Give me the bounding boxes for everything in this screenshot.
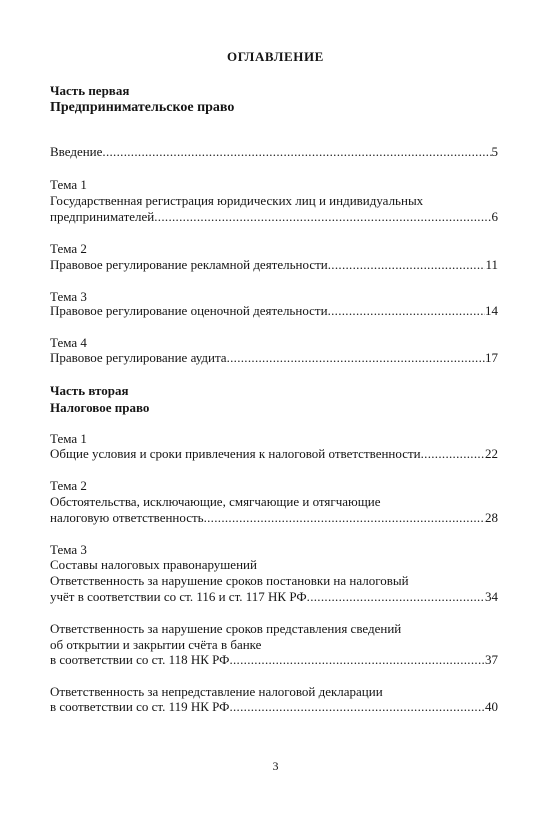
leader-dots — [328, 303, 485, 318]
leader-dots — [227, 350, 485, 365]
toc-entry-advertising[interactable] — [50, 257, 498, 272]
entry-text: Общие условия и сроки привлечения к налоговой ответственности — [50, 446, 421, 461]
entry-text[interactable]: Обстоятельства, исключающие, смягчающие и отягчающие — [50, 494, 381, 509]
entry-page: 34 — [485, 589, 498, 604]
leader-dots — [204, 510, 485, 525]
entry-text: Правовое регулирование рекламной деятельности — [50, 257, 328, 272]
part-two-label: Часть вторая — [50, 383, 129, 398]
toc-entry-audit[interactable] — [50, 350, 498, 365]
leader-dots — [229, 699, 485, 714]
topic-label: Тема 2 — [50, 478, 87, 493]
page-number: 3 — [272, 759, 279, 773]
entry-text: предпринимателей — [50, 209, 155, 224]
leader-dots — [307, 589, 485, 604]
entry-text: в соответствии со ст. 118 НК РФ — [50, 652, 230, 667]
part-two-name: Налоговое право — [50, 400, 150, 415]
entry-page: 6 — [491, 209, 498, 224]
entry-page: 22 — [485, 446, 498, 461]
entry-text: Правовое регулирование оценочной деятельности — [50, 303, 328, 318]
toc-entry-circumstances[interactable] — [50, 510, 498, 525]
entry-page: 17 — [485, 350, 498, 365]
topic-label: Тема 1 — [50, 431, 87, 446]
entry-text: налоговую ответственность — [50, 510, 204, 525]
toc-entry-bank-account[interactable] — [50, 652, 498, 667]
part-one-name: Предпринимательское право — [50, 100, 235, 115]
entry-text: учёт в соответствии со ст. 116 и ст. 117 НК РФ — [50, 589, 307, 604]
toc-entry-registration-deadlines[interactable] — [50, 589, 498, 604]
toc-entry-introduction[interactable] — [50, 144, 498, 159]
entry-text[interactable]: Государственная регистрация юридических лиц и индивидуальных — [50, 193, 424, 208]
topic-label: Тема 3 — [50, 289, 87, 304]
entry-text: Введение — [50, 144, 103, 159]
entry-text[interactable]: Ответственность за нарушение сроков постановки на налоговый — [50, 573, 409, 588]
entry-page: 28 — [485, 510, 498, 525]
leader-dots — [154, 209, 491, 224]
toc-entry-tax-declaration[interactable] — [50, 699, 498, 714]
leader-dots — [102, 144, 491, 159]
entry-text: Правовое регулирование аудита — [50, 350, 227, 365]
topic-label: Тема 4 — [50, 335, 87, 350]
entry-text: в соответствии со ст. 119 НК РФ — [50, 699, 230, 714]
topic-label: Тема 2 — [50, 241, 87, 256]
leader-dots — [328, 257, 486, 272]
leader-dots — [229, 652, 485, 667]
entry-text[interactable]: Ответственность за непредставление налоговой декларации — [50, 684, 383, 699]
toc-entry-tax-liability[interactable] — [50, 446, 498, 461]
entry-page: 11 — [485, 257, 498, 272]
entry-text[interactable]: Составы налоговых правонарушений — [50, 557, 257, 572]
topic-label: Тема 3 — [50, 542, 87, 557]
toc-entry-registration[interactable] — [50, 209, 498, 224]
entry-page: 14 — [485, 303, 498, 318]
entry-page: 40 — [485, 699, 498, 714]
entry-text[interactable]: Ответственность за нарушение сроков представления сведений — [50, 621, 402, 636]
entry-page: 37 — [485, 652, 498, 667]
part-one-label: Часть первая — [50, 83, 130, 98]
toc-entry-valuation[interactable] — [50, 303, 498, 318]
page-title: ОГЛАВЛЕНИЕ — [227, 49, 324, 64]
entry-page: 5 — [491, 144, 498, 159]
topic-label: Тема 1 — [50, 177, 87, 192]
leader-dots — [421, 446, 485, 461]
entry-text[interactable]: об открытии и закрытии счёта в банке — [50, 637, 262, 652]
